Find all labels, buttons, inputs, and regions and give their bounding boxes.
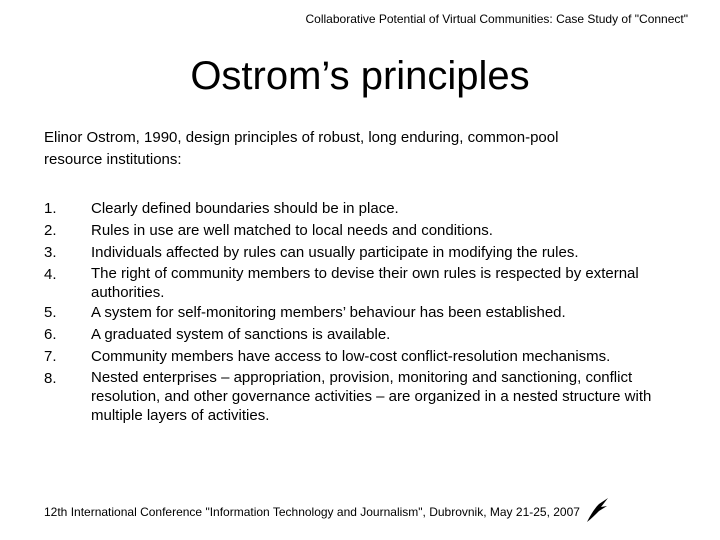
list-item <box>44 264 694 302</box>
item-text: A system for self-monitoring members’ behaviour has been established. <box>91 304 566 321</box>
bird-logo-icon <box>586 497 610 523</box>
list-item <box>44 368 694 425</box>
item-number: 3. <box>44 244 57 261</box>
item-text: Community members have access to low-cost conflict-resolution mechanisms. <box>91 348 611 365</box>
list-item <box>44 302 694 324</box>
slide-footer: 12th International Conference "Information Technology and Journalism", Dubrovnik, May 21-25, 2007 <box>44 505 580 519</box>
item-text: Rules in use are well matched to local needs and conditions. <box>91 222 493 239</box>
slide-title: Ostrom’s principles <box>190 54 530 98</box>
slide-header: Collaborative Potential of Virtual Communities: Case Study of "Connect" <box>305 12 688 26</box>
item-number: 8. <box>44 370 57 387</box>
item-text: Clearly defined boundaries should be in place. <box>91 200 399 217</box>
item-number: 6. <box>44 326 57 343</box>
item-number: 1. <box>44 200 57 217</box>
intro-paragraph <box>44 127 684 171</box>
list-item <box>44 242 694 264</box>
item-number: 5. <box>44 304 57 321</box>
item-text: Nested enterprises – appropriation, provision, monitoring and sanctioning, conflict resolution, and other governance activities – are organized in a nested structure with multiple layers of activities. <box>91 369 652 424</box>
item-number: 7. <box>44 348 57 365</box>
item-text: Individuals affected by rules can usually participate in modifying the rules. <box>91 244 579 261</box>
item-number: 2. <box>44 222 57 239</box>
intro-line-1: Elinor Ostrom, 1990, design principles of robust, long enduring, common-pool <box>44 129 559 146</box>
item-text: The right of community members to devise their own rules is respected by external authorities. <box>91 265 639 301</box>
item-text: A graduated system of sanctions is available. <box>91 326 391 343</box>
list-item <box>44 324 694 346</box>
item-number: 4. <box>44 266 57 283</box>
intro-line-2: resource institutions: <box>44 151 182 168</box>
principles-list <box>44 198 694 425</box>
list-item <box>44 220 694 242</box>
list-item <box>44 346 694 368</box>
list-item <box>44 198 694 220</box>
